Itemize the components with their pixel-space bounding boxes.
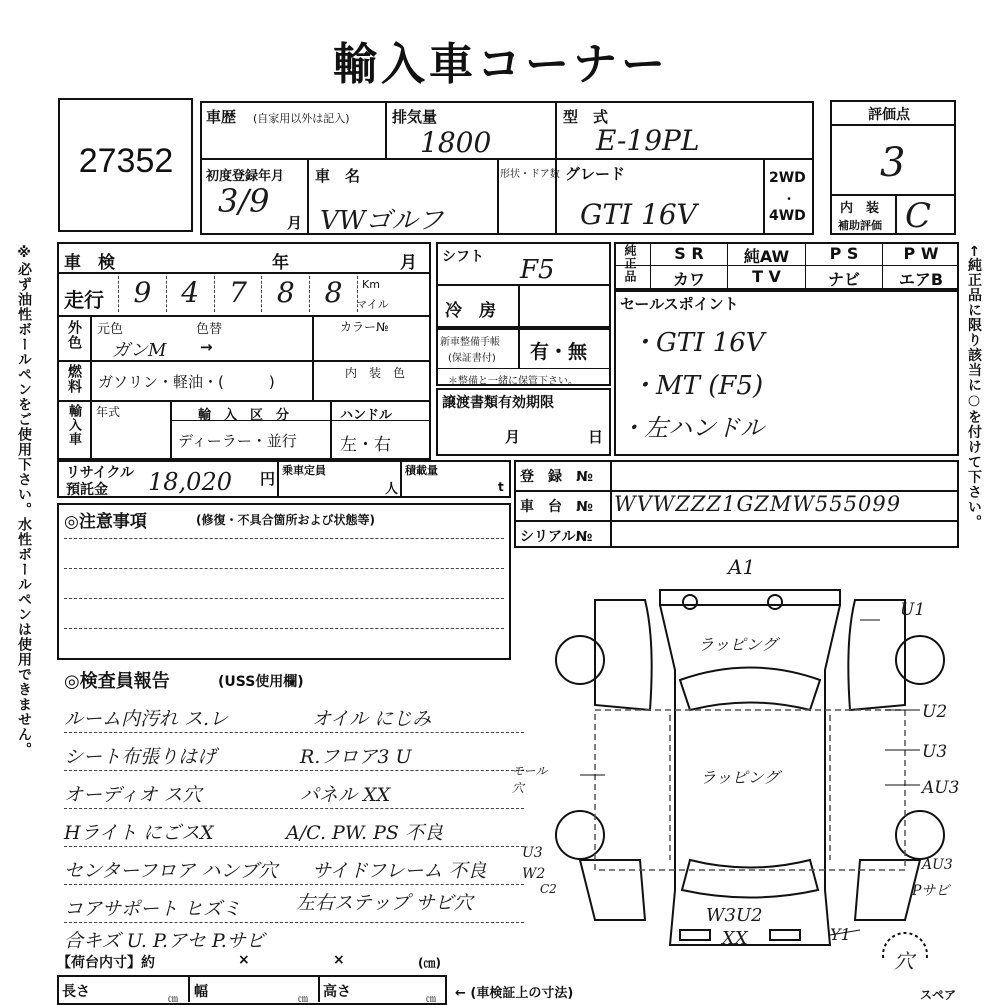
transfer-label: 譲渡書類有効期限 [442,395,554,411]
page-title: 輸入車コーナー [333,39,669,90]
inspector-note: パネル XX [300,784,391,806]
car-name-value: VWゴルフ [320,206,444,236]
cargo-length-label: 長さ [62,984,90,1000]
history-note: (自家用以外は記入) [253,112,350,125]
handle-label: ハンドル [340,408,393,423]
load-unit: t [498,480,504,494]
equip-pw: P W [903,244,939,263]
cargo-note: ← (車検証上の寸法) [455,986,574,1001]
displacement-label: 排気量 [392,108,438,126]
cargo-height-cm: ㎝ [426,994,436,1005]
inspector-note: オーディオ ス穴 [64,784,202,806]
inspector-note: コアサポート ヒズミ [64,898,242,920]
first-reg-month-unit: 月 [287,214,303,232]
diagram-label: U3 [522,845,543,861]
diagram-label: W2 [522,866,546,882]
cargo-dims [57,975,447,1005]
drive-2wd: 2WD [769,170,806,186]
load-label: 積載量 [405,464,438,477]
car-name-label: 車 名 [315,167,361,185]
import-type-label: 輸 入 区 分 [198,408,290,423]
inspector-note: センターフロア ハンブ穴 [64,860,278,882]
caution-subtitle: (修復・不具合箇所および状態等) [196,513,375,527]
equip-tv: T V [752,267,781,286]
equip-leather: カワ [672,270,705,289]
sales-point-item: ・GTI 16V [630,328,765,358]
shaken-label: 車 検 [64,253,115,273]
fuel-label: 燃料 [66,364,82,394]
orig-color-label: 元色 [97,322,124,337]
diagram-label: U3 [922,742,948,762]
inspector-note: サイドフレーム 不良 [312,860,487,882]
manual-label: 新車整備手帳 [440,337,500,348]
mileage-digit: 4 [166,276,214,312]
first-reg-value: 3/9 [218,182,270,220]
diagram-roof-note: ラッピング [700,768,780,787]
model-label: 型 式 [563,108,609,126]
orig-color-value: ガンM [112,340,167,361]
inspector-note: 左右ステップ サビ穴 [296,892,473,914]
transfer-month: 月 [505,428,521,446]
capacity-label: 乗車定員 [282,464,326,477]
diagram-label: AU3 [922,857,953,873]
drive-4wd: 4WD [769,208,806,224]
inspector-title: ◎検査員報告 [64,671,170,692]
import-year-label: 年式 [96,405,121,419]
grade-value: GTI 16V [580,198,697,231]
cargo-x2: × [333,952,345,968]
color-arrow: → [200,338,213,356]
diagram-label: U1 [900,600,926,620]
fuel-value: ガソリン・軽油・( ) [98,373,275,391]
diagram-label: XX [722,928,748,949]
score-value: 3 [880,140,906,186]
shaken-year: 年 [272,253,289,273]
spare-mark: 穴 [894,949,914,973]
reg-number-label: 登 録 № [520,469,593,485]
shift-label: シフト [442,249,484,265]
inspector-subtitle: (USS使用欄) [218,674,304,690]
diagram-label: Pサビ [912,883,950,899]
transfer-day: 日 [588,428,604,446]
recycle-value: 18,020 [148,468,232,496]
diagram-label: C2 [540,882,557,896]
manual-sub: (保証書付) [448,353,496,364]
mileage-digit: 8 [309,276,358,312]
cargo-height-label: 高さ [323,984,351,1000]
history-label: 車歴 [206,108,237,126]
import-type-value: ディーラー・並行 [178,432,297,450]
sales-point-label: セールスポイント [620,295,739,313]
drive-dot: ・ [783,192,796,206]
handle-value: 左・右 [340,435,391,455]
cargo-label: 【荷台内寸】約 [57,955,155,971]
score-label: 評価点 [868,107,910,123]
equip-sr: S R [674,244,704,263]
serial-label: シリアル№ [520,529,593,545]
color-change-label: 色替 [196,322,223,337]
inspector-note: ルーム内汚れ ス.レ [64,708,229,730]
displacement-value: 1800 [420,126,492,159]
mileage-digits [118,276,358,312]
mileage-digit: 8 [261,276,309,312]
cargo-width-label: 幅 [194,984,208,1000]
equip-alloy-wheel: 純AW [743,247,790,266]
cargo-unit: (㎝) [418,956,441,970]
recycle-label2: 預託金 [66,482,108,498]
color-no-label: カラー№ [340,320,389,334]
equip-ps: P S [829,244,859,263]
ac-label: 冷 房 [445,301,496,321]
diagram-top-label: A1 [728,555,756,579]
inspector-note: シート布張りはげ [64,746,217,768]
diagram-label: モール穴 [512,764,548,795]
shape-label: 形状・ドア数 [500,169,560,180]
diagram-hood-note: ラッピング [698,635,778,654]
mileage-digit: 7 [214,276,262,312]
shaken-month: 月 [400,253,417,273]
left-side-note: ※必ず油性ボールペンをご使用下さい。水性ボールペンは使用できません。 [16,245,32,757]
cargo-width-cm: ㎝ [298,994,308,1005]
cargo-length-cm: ㎝ [168,994,178,1005]
equipment-side-label: 純正品 [623,244,637,283]
diagram-label: W3U2 [706,905,763,926]
manual-note: ＊整備と一緒に保管下さい。 [448,376,578,387]
recycle-yen: 円 [260,470,276,488]
chassis-label: 車 台 № [520,499,593,515]
cargo-note-text: (車検証上の寸法) [470,986,574,1001]
inspector-note: Hライト にごスX [64,822,214,844]
interior-score-label: 内 装 [840,201,880,216]
inspector-note: R.フロア3 U [300,746,412,768]
car-diagram [540,560,960,960]
interior-score-sub: 補助評価 [838,219,882,232]
interior-score-value: C [905,196,932,236]
lot-number: 27352 [78,142,174,180]
shift-value: F5 [520,255,555,285]
spare-label: スペア [920,988,957,1002]
equip-navi: ナビ [827,270,860,289]
manual-value: 有・無 [530,341,588,363]
diagram-label: Y1 [830,925,851,944]
right-side-note: ←純正品に限り該当に○を付けて下さい。 [966,245,982,530]
recycle-label: リサイクル [66,465,135,481]
equip-airbag: エアB [898,270,944,289]
model-value: E-19PL [596,124,700,157]
inspector-note: 合キズ U. P.アセ P.サビ [64,930,265,952]
mileage-digit: 9 [118,276,166,312]
inspector-note: A/C. PW. PS 不良 [286,822,443,844]
cargo-x1: × [238,952,250,968]
diagram-label: U2 [922,702,948,722]
mile-label: マイル [356,298,389,311]
sales-point-item: ・MT (F5) [630,371,764,401]
import-label: 輸入車 [66,404,81,446]
capacity-unit: 人 [385,482,399,497]
diagram-label: AU3 [922,778,960,798]
km-label: Km [362,278,380,291]
inspector-note: オイル にじみ [312,708,432,730]
first-reg-label: 初度登録年月 [206,169,285,184]
sales-point-item: ・左ハンドル [620,414,764,442]
mileage-label: 走行 [64,288,104,312]
caution-title: ◎注意事項 [64,512,147,532]
chassis-value: WVWZZZ1GZMW555099 [614,492,902,516]
interior-color-label: 内 装 色 [345,366,406,380]
grade-label: グレード [565,165,626,183]
exterior-color-label: 外色 [66,320,82,350]
